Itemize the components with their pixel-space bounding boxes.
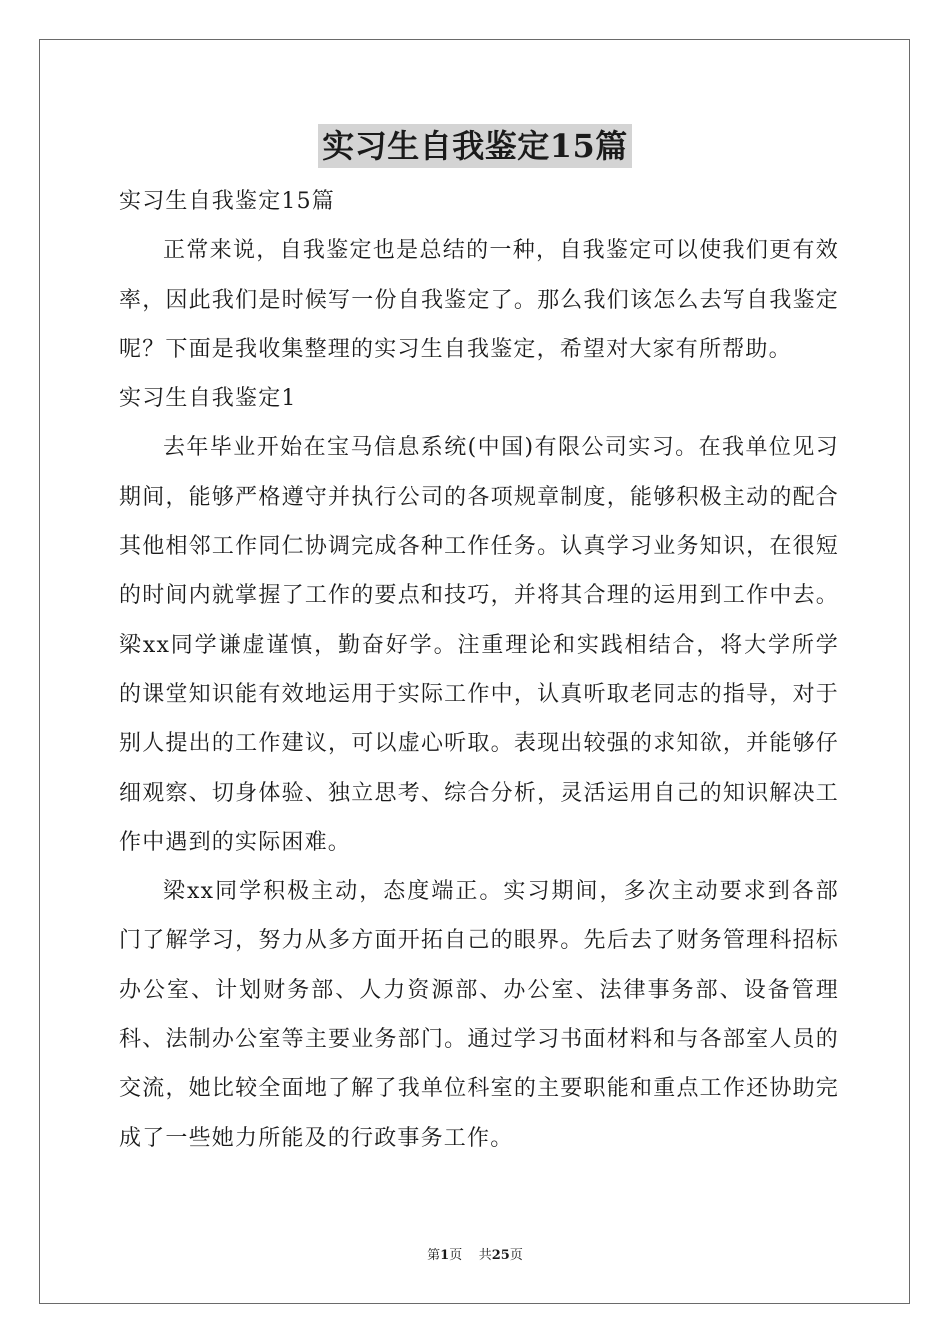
subtitle-paragraph: 实习生自我鉴定15篇 [119,189,335,214]
page-prefix: 第 [427,1248,441,1263]
body-paragraph: 梁xx同学积极主动，态度端正。实习期间，多次主动要求到各部门了解学习，努力从多方面开拓自己的眼界。先后去了财务管理科招标办公室、计划财务部、人力资源部、办公室、法律事务部、设备管理科、法制办公室等主要业务部门。通过学习书面材料和与各部室人员的交流，她比较全面地了解了我单位科室的主要职能和重点工作还协助完成了一些她力所能及的行政事务工作。 [119,879,839,1151]
total-suffix: 页 [509,1248,523,1263]
body-paragraph: 去年毕业开始在宝马信息系统(中国)有限公司实习。在我单位见习期间，能够严格遵守并执行公司的各项规章制度，能够积极主动的配合其他相邻工作同仁协调完成各种工作任务。认真学习业务知识，在很短的时间内就掌握了工作的要点和技巧，并将其合理的运用到工作中去。梁xx同学谦虚谨慎，勤奋好学。注重理论和实践相结合，将大学所学的课堂知识能有效地运用于实际工作中，认真听取老同志的指导，对于别人提出的工作建议，可以虚心听取。表现出较强的求知欲，并能够仔细观察、切身体验、独立思考、综合分析，灵活运用自己的知识解决工作中遇到的实际困难。 [119,435,839,855]
document-body [119,177,839,1163]
total-prefix: 共 [478,1248,492,1263]
page-suffix: 页 [449,1248,463,1263]
section-heading: 实习生自我鉴定1 [119,386,297,412]
page-footer [0,1247,950,1265]
intro-paragraph: 正常来说，自我鉴定也是总结的一种，自我鉴定可以使我们更有效率，因此我们是时候写一份自我鉴定了。那么我们该怎么去写自我鉴定呢？下面是我收集整理的实习生自我鉴定，希望对大家有所帮助。 [119,238,839,362]
total-page-count: 25 [491,1248,510,1263]
current-page-number: 1 [440,1248,450,1263]
document-title: 实习生自我鉴定15篇 [318,124,632,168]
title-container [0,124,950,168]
